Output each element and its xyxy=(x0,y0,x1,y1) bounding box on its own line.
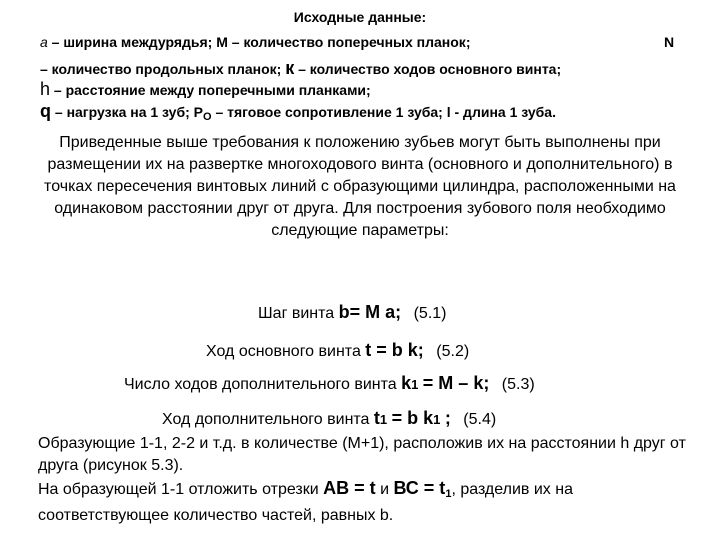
formula-expression: = M – k; xyxy=(422,373,490,393)
formula-5-2 xyxy=(206,340,469,361)
inputs-line-4 xyxy=(40,101,556,123)
bottom-p2-end: , разделив их на соответствующее количество частей, равных b. xyxy=(38,481,573,524)
bottom-p2-start: На образующей 1-1 отложить отрезки xyxy=(38,481,319,498)
formula-expression: = b k xyxy=(391,408,434,428)
inputs-line-4-b: – тяговое сопротивление 1 зуба; l - длина 1 зуба. xyxy=(215,104,556,120)
inputs-line-1 xyxy=(40,34,470,50)
description-paragraph: Приведенные выше требования к положению зубьев могут быть выполнены при размещении их на развертке многоходового винта (основного и дополнительного) в точках пересечения винтовых линий с образующими цилиндра, расположенными на одинаковом расстоянии друг от друга. Для построения зубового поля необходимо следующие параметры: xyxy=(44,134,676,239)
formula-expression: b= M a; xyxy=(338,302,402,322)
formula-label: Шаг винта xyxy=(258,305,335,322)
formula-expression-sub: 1 xyxy=(433,412,441,427)
inputs-line-3-text: – расстояние между поперечными планками; xyxy=(53,82,371,98)
inputs-line-4-a: – нагрузка на 1 зуб; Р xyxy=(54,104,203,120)
formula-5-3 xyxy=(124,373,535,394)
bottom-paragraph-1: Образующие 1-1, 2-2 и т.д. в количестве (М+1), расположив их на расстоянии h друг от друга (рисунок 5.3). xyxy=(38,435,686,474)
formula-label: Число ходов дополнительного винта xyxy=(124,376,397,393)
section-title: Исходные данные: xyxy=(293,9,427,25)
formula-5-4 xyxy=(162,408,496,429)
formula-expression-var: k xyxy=(401,373,412,393)
formula-number: (5.1) xyxy=(413,305,447,322)
bottom-p2-and: и xyxy=(380,481,390,498)
segment-ab: АВ = t xyxy=(323,478,376,498)
formula-expression-var: t xyxy=(373,408,380,428)
formula-number: (5.3) xyxy=(501,376,535,393)
inputs-line-3 xyxy=(40,79,371,100)
inputs-line-2-post: – количество ходов основного винта; xyxy=(298,61,562,77)
var-a: a xyxy=(40,34,48,50)
inputs-line-2 xyxy=(40,58,561,79)
var-k: к xyxy=(285,58,295,78)
formula-number: (5.4) xyxy=(463,411,497,428)
inputs-line-4-sub: О xyxy=(203,111,212,123)
var-q: q xyxy=(40,101,51,121)
bottom-paragraph-2 xyxy=(38,477,688,527)
formula-label: Ход основного винта xyxy=(206,343,361,360)
formula-5-1 xyxy=(258,302,447,323)
formula-expression-end: ; xyxy=(444,408,451,428)
formula-expression-sub: 1 xyxy=(379,412,388,427)
formula-number: (5.2) xyxy=(436,343,470,360)
var-h: h xyxy=(40,79,51,99)
formula-expression-sub: 1 xyxy=(411,377,419,392)
segment-bc-sub: 1 xyxy=(445,488,452,500)
segment-bc: ВС = t xyxy=(393,478,446,498)
var-n: N xyxy=(664,34,675,50)
inputs-line-2-pre: – количество продольных планок; xyxy=(40,61,282,77)
inputs-line-1-text: – ширина междурядья; М – количество поперечных планок; xyxy=(47,34,471,50)
formula-expression: t = b k; xyxy=(365,340,424,360)
formula-label: Ход дополнительного винта xyxy=(162,411,370,428)
